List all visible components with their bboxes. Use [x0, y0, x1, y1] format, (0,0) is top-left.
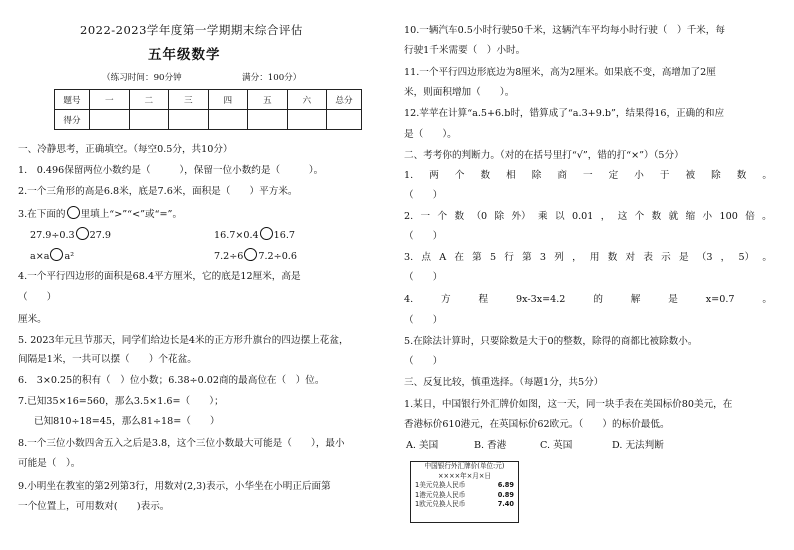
judgment-text: 4.	[404, 294, 414, 305]
judgment-text: 两	[429, 170, 439, 181]
judgment-text: 数	[651, 211, 662, 222]
score-table-cell: 题号	[55, 90, 90, 110]
judgment-text: 被	[685, 170, 696, 181]
compare-left: 7.2÷6	[214, 251, 244, 262]
judgment-text: x=0.7	[705, 294, 735, 305]
exchange-rate-row	[411, 491, 518, 501]
judgment-text: ，	[720, 252, 731, 263]
option-a[interactable]: A. 美国	[406, 440, 439, 451]
judgment-text: （0	[471, 211, 488, 222]
judgment-text: 以	[555, 211, 565, 222]
judgment-text: 表	[643, 252, 653, 263]
question-3-text-pre: 3.在下面的	[18, 209, 66, 220]
exam-title: 2022-2023学年度第一学期期末综合评估	[80, 23, 303, 37]
judgment-text: 第	[472, 252, 482, 263]
judgment-text: 5	[489, 252, 497, 263]
question-9-line1: 9.小明坐在教室的第2列第3行，用数对(2,3)表示，小华坐在小明正后面第	[18, 481, 331, 492]
option-c[interactable]: C. 英国	[540, 440, 573, 451]
judgment-text: 。	[762, 252, 772, 263]
question-6: 6. 3×0.25的积有（ ）位小数；6.38÷0.02商的最高位在（ ）位。	[18, 375, 325, 386]
judgment-2	[404, 210, 772, 223]
compare-left: 16.7×0.4	[214, 230, 259, 241]
judgment-text: 小	[702, 211, 713, 222]
judgment-text: 小	[634, 170, 644, 181]
judgment-text: 数	[454, 211, 465, 222]
question-3	[18, 206, 182, 221]
option-b[interactable]: B. 香港	[474, 440, 507, 451]
judgment-text: 解	[630, 294, 641, 305]
judgment-text: 缩	[685, 211, 696, 222]
judgment-text: 。	[762, 170, 772, 181]
judgment-text: 个	[634, 211, 645, 222]
question-5-line1: 5. 2023年元旦节那天，同学们给边长是4米的正方形升旗台的四边摆上花盆，	[18, 335, 349, 346]
score-input-cell[interactable]	[90, 110, 130, 130]
compare-item	[214, 227, 295, 242]
judgment-text: 用	[589, 252, 600, 263]
judgment-answer-blank[interactable]: （ ）	[404, 356, 443, 367]
option-d[interactable]: D. 无法判断	[612, 440, 664, 451]
judgment-text: A	[439, 252, 447, 263]
compare-right: 16.7	[273, 230, 296, 241]
score-table-cell: 总分	[327, 90, 362, 110]
compare-circle-blank[interactable]	[260, 227, 273, 240]
exchange-rate-date: ××××年×月×日	[438, 471, 491, 480]
compare-item	[30, 248, 74, 263]
question-1: 1. 0.496保留两位小数约是（ ），保留一位小数约是（ ）。	[18, 165, 324, 176]
compare-circle-blank[interactable]	[244, 248, 257, 261]
judgment-text: 。	[762, 211, 772, 222]
circle-blank-icon	[67, 206, 80, 219]
question-2: 2.一个三角形的高是6.8米，底是7.6米，面积是（ ）平方米。	[18, 186, 298, 197]
judgment-text: 相	[506, 170, 516, 181]
section2-heading: 二、考考你的判断力。（对的在括号里打“√”，错的打“×”）（5分）	[404, 150, 684, 161]
score-table-cell: 六	[287, 90, 327, 110]
judgment-3	[404, 251, 772, 264]
judgment-text: 示	[661, 252, 671, 263]
exchange-rate-value: 0.89	[497, 490, 514, 499]
judgment-text: 一	[582, 170, 593, 181]
judgment-text: 100	[719, 211, 738, 222]
exchange-rate-value: 7.40	[497, 500, 514, 508]
judgment-text: ，	[600, 211, 611, 222]
question-4-line2: （ ）	[18, 292, 57, 303]
question-10-line2: 行驶1千米需要（ ）小时。	[404, 45, 526, 56]
compare-right: 7.2÷0.6	[258, 251, 297, 262]
score-input-cell[interactable]	[287, 110, 327, 130]
question-4-line3: 厘米。	[18, 314, 47, 325]
section3-heading: 三、反复比较，慎重选择。（每题1分，共5分）	[404, 377, 604, 388]
judgment-text: 数	[607, 252, 618, 263]
score-table	[54, 89, 362, 130]
score-input-cell[interactable]	[208, 110, 248, 130]
judgment-text: 0.01	[571, 211, 594, 222]
question-11-line1: 11.一个平行四边形底边为8厘米，高为2厘米。如果底不变，高增加了2厘	[404, 67, 716, 78]
score-input-cell[interactable]	[129, 110, 169, 130]
exchange-rate-row	[411, 500, 518, 510]
judgment-text: 点	[421, 252, 431, 263]
exchange-rate-title: 中国银行外汇牌价(单位:元)	[424, 462, 505, 470]
score-table-cell: 二	[129, 90, 169, 110]
judgment-answer-blank[interactable]: （ ）	[404, 315, 443, 326]
judgment-text: 一	[420, 211, 431, 222]
judgment-text: 外）	[511, 211, 531, 222]
judgment-text: 除	[531, 170, 542, 181]
question-5-line2: 间隔是1米，一共可以摆（ ）个花盆。	[18, 354, 197, 365]
judgment-text: 在	[454, 252, 464, 263]
judgment-text: 行	[504, 252, 514, 263]
question-3-text-post: 里填上“>”“<”或“=”。	[80, 209, 183, 220]
question-12-line2: 是（ ）。	[404, 129, 457, 140]
judgment-text: 第	[522, 252, 532, 263]
score-table-cell: 一	[90, 90, 130, 110]
judgment-text: 乘	[538, 211, 548, 222]
judgment-5: 5.在除法计算时，只要除数是大于0的整数，除得的商都比被除数小。	[404, 336, 698, 347]
judgment-text: 于	[659, 170, 670, 181]
exchange-rate-value: 6.89	[497, 481, 514, 489]
compare-right: a²	[64, 251, 75, 262]
judgment-1	[404, 169, 772, 182]
score-input-cell[interactable]	[327, 110, 362, 130]
judgment-text: 个	[437, 211, 448, 222]
judgment-text: 3.	[404, 252, 414, 263]
score-table-header-row	[55, 90, 362, 110]
judgment-text: 对	[625, 252, 636, 263]
score-input-cell[interactable]	[169, 110, 209, 130]
question-8-line1: 8.一个三位小数四舍五入之后是3.8，这个三位小数最大可能是（ ），最小	[18, 438, 345, 449]
choice-1-line1: 1.某日，中国银行外汇牌价如图，这一天，同一块手表在美国标价80美元，在	[404, 399, 733, 410]
exchange-rate-table	[410, 461, 519, 523]
judgment-text: 1.	[404, 170, 414, 181]
compare-circle-blank[interactable]	[76, 227, 89, 240]
score-table-cell: 五	[248, 90, 288, 110]
question-4-line1: 4.一个平行四边形的面积是68.4平方厘米，它的底是12厘米，高是	[18, 271, 301, 282]
judgment-answer-blank[interactable]: （ ）	[404, 272, 443, 283]
judgment-text: 列	[554, 252, 564, 263]
compare-right: 27.9	[89, 230, 112, 241]
judgment-text: 个	[454, 170, 465, 181]
judgment-text: （3	[696, 252, 713, 263]
exam-subtitle: 五年级数学	[148, 47, 221, 63]
score-info: 满分：100分）	[242, 73, 302, 83]
judgment-text: 就	[668, 211, 679, 222]
compare-item	[30, 227, 111, 242]
judgment-text: 。	[762, 294, 772, 305]
judgment-text: 方	[441, 294, 451, 305]
judgment-text: 倍	[745, 211, 755, 222]
exchange-rate-row	[411, 481, 518, 491]
exchange-rate-label: 1欧元兑换人民币	[415, 500, 466, 508]
exchange-rate-label: 1美元兑换人民币	[415, 481, 466, 489]
score-table-score-row	[55, 110, 362, 130]
judgment-text: 是	[668, 294, 678, 305]
judgment-text: 除	[494, 211, 505, 222]
judgment-text: 9x-3x=4.2	[516, 294, 566, 305]
judgment-text: 程	[478, 294, 489, 305]
compare-circle-blank[interactable]	[50, 248, 63, 261]
score-table-cell: 三	[169, 90, 209, 110]
judgment-text: 3	[539, 252, 547, 263]
compare-left: a×a	[30, 251, 50, 262]
question-7-line2: 已知810÷18=45，那么81÷18=（ ）	[34, 416, 220, 427]
question-8-line2: 可能是（ ）。	[18, 458, 81, 469]
time-info: （练习时间：90分钟	[102, 73, 182, 83]
judgment-text: ，	[572, 252, 582, 263]
judgment-text: 的	[593, 294, 603, 305]
question-9-line2: 一个位置上，可用数对( )表示。	[18, 501, 170, 512]
question-7-line1: 7.已知35×16=560，那么3.5×1.6=（ ）；	[18, 396, 224, 407]
choice-1-line2: 香港标价610港元，在英国标价62欧元。（ ）的标价最低。	[404, 419, 670, 430]
judgment-text: 这	[617, 211, 628, 222]
judgment-text: 数	[736, 170, 747, 181]
judgment-answer-blank[interactable]: （ ）	[404, 231, 443, 242]
exchange-rate-label: 1港元兑换人民币	[415, 490, 466, 499]
judgment-text: 是	[678, 252, 689, 263]
judgment-text: 2.	[404, 211, 414, 222]
judgment-answer-blank[interactable]: （ ）	[404, 190, 443, 201]
compare-left: 27.9÷0.3	[30, 230, 75, 241]
question-12-line1: 12.苹苹在计算“a.5+6.b时，错算成了“a.3+9.b”，结果得16，正确的和应	[404, 108, 725, 119]
question-11-line2: 米，则面积增加（ ）。	[404, 87, 515, 98]
judgment-text: 5）	[738, 252, 755, 263]
judgment-text: 除	[711, 170, 721, 181]
score-table-cell: 四	[208, 90, 248, 110]
judgment-text: 商	[557, 170, 567, 181]
question-10-line1: 10.一辆汽车0.5小时行驶50千米，这辆汽车平均每小时行驶（ ）千米，每	[404, 25, 725, 36]
judgment-4	[404, 293, 772, 306]
score-input-cell[interactable]	[248, 110, 288, 130]
judgment-text: 定	[608, 170, 619, 181]
section1-heading: 一、冷静思考，正确填空。（每空0.5分，共10分）	[18, 144, 233, 155]
score-label-cell: 得分	[55, 110, 90, 130]
judgment-text: 数	[480, 170, 491, 181]
compare-item	[214, 248, 297, 263]
